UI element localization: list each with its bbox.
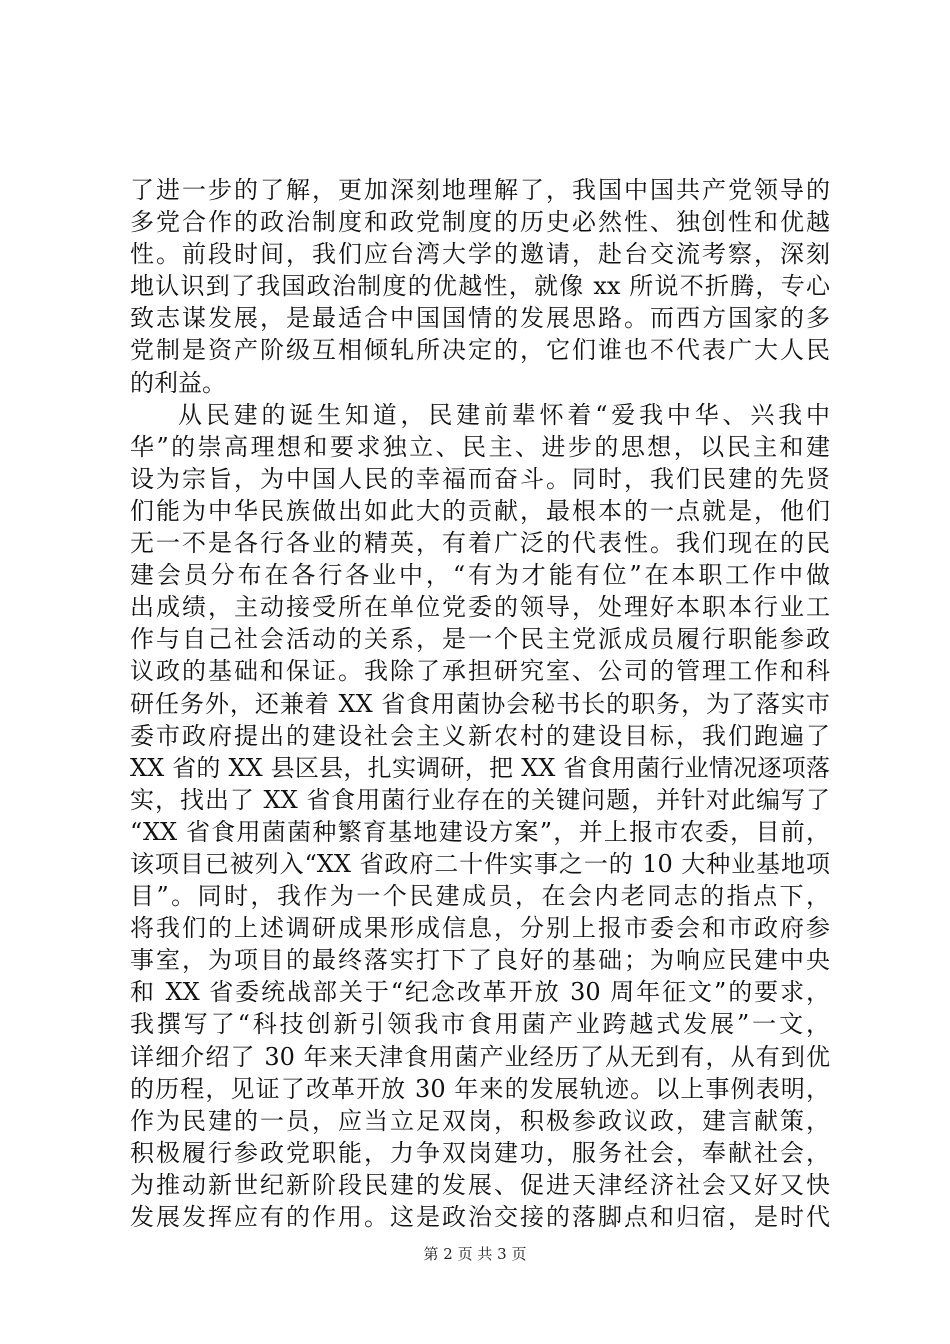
text-line: 多党合作的政治制度和政党制度的历史必然性、独创性和优越 [130, 208, 830, 237]
text-line: 党制是资产阶级互相倾轧所决定的，它们谁也不代表广大人民 [130, 336, 830, 365]
text-line: 目”。同时，我作为一个民建成员，在会内老同志的指点下， [130, 882, 830, 911]
text-line: XX 省的 XX 县区县，扎实调研，把 XX 省食用菌行业情况逐项落 [130, 753, 830, 782]
text-line: 的利益。 [130, 368, 226, 397]
text-line: 致志谋发展，是最适合中国国情的发展思路。而西方国家的多 [130, 304, 830, 333]
text-line: 研任务外，还兼着 XX 省食用菌协会秘书长的职务，为了落实市 [130, 689, 830, 718]
text-line: 建会员分布在各行各业中，“有为才能有位”在本职工作中做 [130, 561, 830, 590]
text-line: 出成绩，主动接受所在单位党委的领导，处理好本职本行业工 [130, 593, 830, 622]
text-line: 积极履行参政党职能，力争双岗建功，服务社会，奉献社会， [130, 1138, 830, 1167]
text-line: 了进一步的了解，更加深刻地理解了，我国中国共产党领导的 [130, 176, 830, 204]
text-line: 详细介绍了 30 年来天津食用菌产业经历了从无到有，从有到优 [130, 1042, 830, 1071]
paragraph [130, 399, 830, 1233]
text-line: 事室，为项目的最终落实打下了良好的基础；为响应民建中央 [130, 946, 830, 975]
text-line: 性。前段时间，我们应台湾大学的邀请，赴台交流考察，深刻 [130, 240, 830, 269]
text-line: 将我们的上述调研成果形成信息，分别上报市委会和市政府参 [130, 914, 830, 943]
text-line: 和 XX 省委统战部关于“纪念改革开放 30 周年征文”的要求， [130, 978, 830, 1007]
text-line: 作与自己社会活动的关系，是一个民主党派成员履行职能参政 [130, 625, 830, 654]
text-line: 实，找出了 XX 省食用菌行业存在的关键问题，并针对此编写了 [130, 785, 830, 814]
text-line: “XX 省食用菌菌种繁育基地建设方案”，并上报市农委，目前， [130, 817, 830, 846]
text-line: 从民建的诞生知道，民建前辈怀着“爱我中华、兴我中 [178, 400, 830, 429]
text-line: 华”的崇高理想和要求独立、民主、进步的思想，以民主和建 [130, 432, 830, 461]
page-footer: 第 2 页 共 3 页 [423, 1245, 527, 1263]
text-line: 作为民建的一员，应当立足双岗，积极参政议政，建言献策， [130, 1106, 830, 1135]
paragraph [130, 174, 830, 399]
text-line: 的历程，见证了改革开放 30 年来的发展轨迹。以上事例表明， [130, 1074, 830, 1103]
text-line: 我撰写了“科技创新引领我市食用菌产业跨越式发展”一文， [130, 1010, 830, 1039]
text-line: 该项目已被列入“XX 省政府二十件实事之一的 10 大种业基地项 [130, 849, 830, 878]
text-line: 设为宗旨，为中国人民的幸福而奋斗。同时，我们民建的先贤 [130, 464, 830, 493]
text-line: 地认识到了我国政治制度的优越性，就像 xx 所说不折腾，专心 [130, 272, 830, 301]
text-line: 们能为中华民族做出如此大的贡献，最根本的一点就是，他们 [130, 496, 830, 525]
text-line: 议政的基础和保证。我除了承担研究室、公司的管理工作和科 [130, 657, 830, 686]
text-line: 委市政府提出的建设社会主义新农村的建设目标，我们跑遍了 [130, 721, 830, 750]
body-text [130, 174, 830, 1233]
text-line: 发展发挥应有的作用。这是政治交接的落脚点和归宿，是时代 [130, 1203, 830, 1231]
text-line: 为推动新世纪新阶段民建的发展、促进天津经济社会又好又快 [130, 1170, 830, 1199]
text-line: 无一不是各行各业的精英，有着广泛的代表性。我们现在的民 [130, 529, 830, 558]
